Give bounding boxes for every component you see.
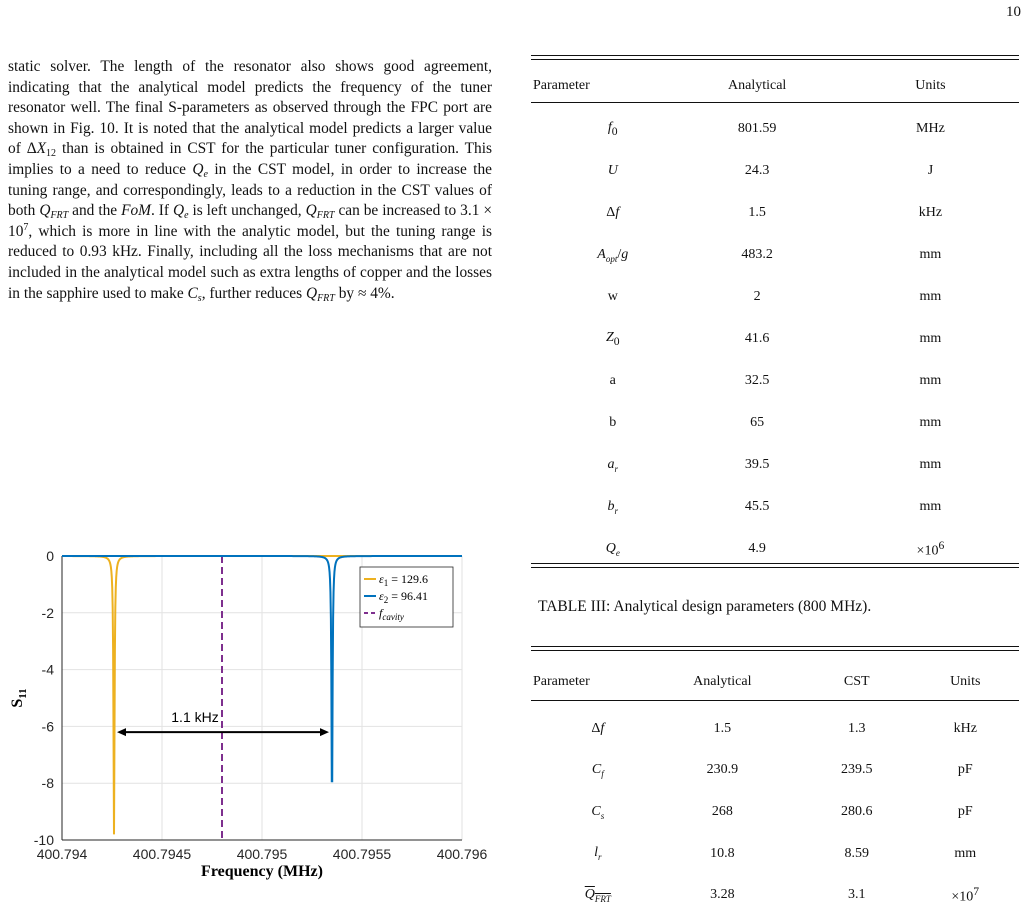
table-cell: a [609, 373, 616, 388]
page-number: 10 [1006, 4, 1021, 20]
table-cell: 10.8 [710, 845, 735, 861]
table-cell: pF [957, 803, 973, 819]
table-cell: mm [919, 289, 942, 304]
table-cell: kHz [953, 720, 977, 736]
y-tick-label: -10 [33, 832, 54, 848]
table3-bottom-rule [531, 563, 1019, 564]
table-row [531, 708, 1019, 750]
table-cell: 3.28 [710, 887, 735, 903]
table-cell: $l_r$ [594, 845, 602, 862]
table-row [531, 402, 1019, 444]
table-row [531, 874, 1019, 916]
table-cell: mm [919, 247, 942, 262]
table-cell: 41.6 [744, 331, 770, 346]
x-tick-label: 400.794 [36, 846, 88, 862]
table-row [531, 150, 1019, 192]
table-cell: $A_{opt}/g$ [597, 246, 629, 264]
table-cell: mm [919, 331, 942, 346]
table-cell: 4.9 [748, 541, 766, 556]
table3-top-rule [531, 55, 1019, 56]
table-cell: 3.1 [847, 887, 866, 903]
table3-bottom-rule-2 [531, 567, 1019, 568]
table-cell: 39.5 [744, 457, 770, 472]
y-tick-label: -8 [41, 775, 54, 792]
column-header: Parameter [533, 78, 590, 93]
table-cell: $C_f$ [591, 761, 604, 779]
table-cell: 1.3 [847, 720, 866, 736]
table-cell: 24.3 [744, 163, 770, 178]
table-cell: 32.5 [744, 373, 770, 388]
x-axis-label: Frequency (MHz) [201, 863, 323, 880]
table-row [531, 108, 1019, 150]
table-cell: $f_0$ [607, 120, 618, 138]
column-header: Units [950, 674, 981, 689]
s11-figure [0, 540, 500, 900]
table-cell: 268 [711, 803, 733, 819]
table-cell: 230.9 [706, 762, 739, 778]
table-row [531, 318, 1019, 360]
table-row [531, 234, 1019, 276]
x-tick-label: 400.7955 [332, 846, 392, 862]
table-row [531, 833, 1019, 875]
column-header: Units [915, 78, 946, 93]
table4-top-rule-2 [531, 650, 1019, 651]
legend-label: $\varepsilon_2 = 96.41$ [379, 589, 429, 605]
table-cell: mm [919, 415, 942, 430]
table-cell: mm [919, 499, 942, 514]
table-header-row [531, 656, 1019, 708]
x-tick-label: 400.7945 [132, 846, 192, 862]
table-cell: Δf [591, 720, 605, 736]
table-cell: $a_r$ [607, 456, 618, 474]
table-cell: $Z_0$ [605, 330, 620, 348]
table-iii [531, 64, 1019, 570]
table-cell: $Q_e$ [605, 540, 620, 558]
table-cell: w [607, 289, 618, 304]
table3-top-rule-2 [531, 59, 1019, 60]
column-header: Analytical [693, 674, 752, 689]
legend-label: $f_{cavity}$ [379, 606, 404, 622]
table-row [531, 192, 1019, 234]
y-axis-label: $S_{11}$ [9, 688, 29, 708]
table3-caption: TABLE III: Analytical design parameters (800 MHz). [538, 598, 872, 615]
table-cell: $\times 10^6$ [916, 538, 945, 559]
table-cell: 8.59 [844, 845, 869, 861]
table-cell: $Q_{FRT}$ [584, 886, 611, 904]
table4-top-rule [531, 646, 1019, 647]
annotation-label: 1.1 kHz [171, 709, 219, 726]
table-cell: 483.2 [741, 247, 773, 262]
table-cell: J [927, 163, 934, 178]
table-cell: 2 [753, 289, 761, 304]
column-header: Analytical [728, 78, 787, 93]
x-tick-label: 400.796 [436, 846, 488, 862]
s11-chart [0, 540, 500, 900]
table-cell: 1.5 [713, 720, 732, 736]
table-row [531, 444, 1019, 486]
column-header: CST [843, 674, 870, 689]
table-cell: 1.5 [748, 205, 766, 220]
y-tick-label: -2 [41, 604, 54, 621]
table-cell: mm [919, 457, 942, 472]
table-cell: b [609, 415, 617, 430]
body-paragraph: static solver. The length of the resonator also shows good agreement, indicating that the analytical model predicts the frequency of the tuner resonator well. The final S-parameters as observed through the FPC port are shown in Fig. 10. It is noted that the analytical model predicts a larger value of $\Delta X_{12}$ than is obtained in CST for the particular tuner configuration. This implies to a need to reduce $Q_e$ in the CST model, in order to increase the tuning range, and correspondingly, leads to a reduction in the CST values of both $Q_{FRT}$ and the FoM. If $Q_e$ is left unchanged, $Q_{FRT}$ can be increased to $3.1 \times 10^7$, which is more in line with the analytic model, but the tuning range is reduced to 0.93 kHz. Finally, including all the loss mechanisms that are not included in the analytical model such as extra lengths of copper and the losses in the sapphire used to make $C_s$, further reduces $Q_{FRT}$ by ≈ 4%. [8, 58, 493, 304]
table-cell: pF [957, 762, 973, 778]
table-header-row [531, 64, 1019, 108]
table-cell: 45.5 [744, 499, 770, 514]
table-cell: 239.5 [840, 762, 873, 778]
table-row [531, 276, 1019, 318]
table-cell: 65 [750, 415, 765, 430]
table-row [531, 791, 1019, 833]
table-cell: $b_r$ [607, 498, 618, 516]
table-cell: 801.59 [737, 121, 777, 136]
legend-label: $\varepsilon_1 = 129.6$ [379, 572, 429, 588]
table-cell: MHz [916, 121, 945, 136]
table-cell: mm [919, 373, 942, 388]
y-tick-label: -6 [41, 718, 54, 735]
y-tick-label: 0 [46, 548, 54, 564]
table-iv [531, 656, 1019, 916]
table-row [531, 360, 1019, 402]
column-header: Parameter [533, 674, 590, 689]
table-cell: Δf [606, 205, 620, 220]
table-cell: mm [954, 845, 977, 861]
table-cell: $C_s$ [591, 803, 605, 821]
table-cell: $\times 10^7$ [951, 884, 980, 905]
table-cell: 280.6 [840, 803, 873, 819]
table-row [531, 486, 1019, 528]
y-tick-label: -4 [41, 661, 54, 678]
x-tick-label: 400.795 [236, 846, 288, 862]
table-cell: kHz [918, 205, 943, 220]
table-row [531, 750, 1019, 792]
table-cell: U [607, 163, 618, 178]
